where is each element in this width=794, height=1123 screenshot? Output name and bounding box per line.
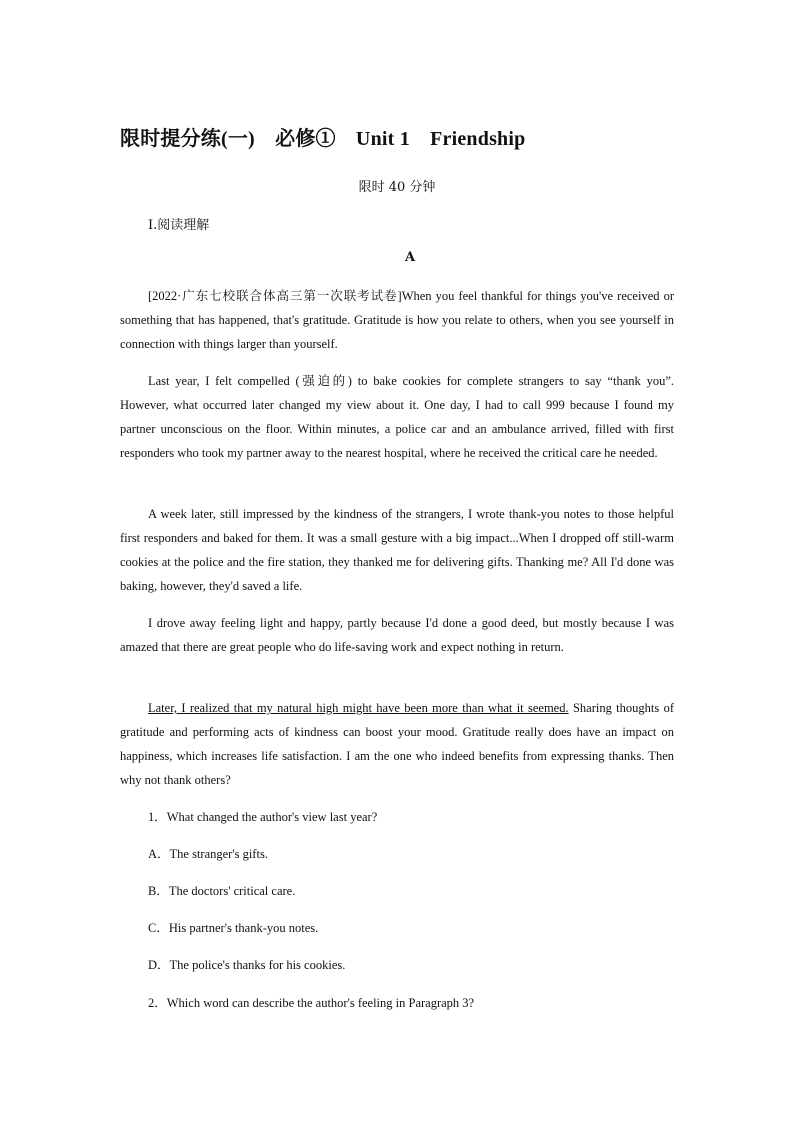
part-heading: A bbox=[404, 250, 416, 265]
page-title: 限时提分练(一) 必修① Unit 1 Friendship bbox=[120, 128, 526, 150]
time-limit: 限时 40 分钟 bbox=[358, 180, 436, 195]
question-2: 2．Which word can describe the author's feeling in Paragraph 3? bbox=[148, 996, 475, 1010]
passage-paragraph-3: A week later, still impressed by the kindness of the strangers, I wrote thank-you notes to those helpful first responders and baked for them. It was a small gesture with a big impact...When I dropped off still-warm cookies at the police and the fire station, they thanked me for delivering gifts. Thanking me? All I'd done was baking, however, they'd saved a life. bbox=[120, 507, 674, 593]
paragraph-5-rest: Sharing thoughts of gratitude and performing acts of kindness can boost your mood. Gratitude really does have an impact on happiness, which increases life satisfaction. I am the one who indeed benefits from expressing thanks. Then why not thank others? bbox=[120, 701, 675, 787]
question-1: 1．What changed the author's view last year? bbox=[148, 810, 378, 824]
passage-paragraph-5 bbox=[120, 696, 674, 792]
passage-paragraph-1: [2022·广东七校联合体高三第一次联考试卷]When you feel thankful for things you've received or something that has happened, that's gratitude. Gratitude is how you relate to others, when you see yourself in connection with things larger than yourself. bbox=[120, 289, 674, 351]
passage-paragraph-4: I drove away feeling light and happy, partly because I'd done a good deed, but mostly because I was amazed that there are great people who do life-saving work and expect nothing in return. bbox=[120, 616, 674, 654]
question-1-option-a: A．The stranger's gifts. bbox=[148, 847, 268, 861]
question-1-option-b: B．The doctors' critical care. bbox=[148, 884, 296, 898]
passage-paragraph-2: Last year, I felt compelled (强迫的) to bake cookies for complete strangers to say “thank you”. However, what occurred later changed my view about it. One day, I had to call 999 because I found my partner unconscious on the floor. Within minutes, a police car and an ambulance arrived, filled with first responders who took my partner away to the nearest hospital, where he received the critical care he needed. bbox=[120, 374, 687, 460]
section-heading: Ⅰ.阅读理解 bbox=[148, 218, 210, 233]
question-1-option-c: C．His partner's thank-you notes. bbox=[148, 921, 319, 935]
question-1-option-d: D．The police's thanks for his cookies. bbox=[148, 958, 346, 972]
underlined-sentence: Later, I realized that my natural high might have been more than what it seemed. bbox=[148, 701, 569, 715]
